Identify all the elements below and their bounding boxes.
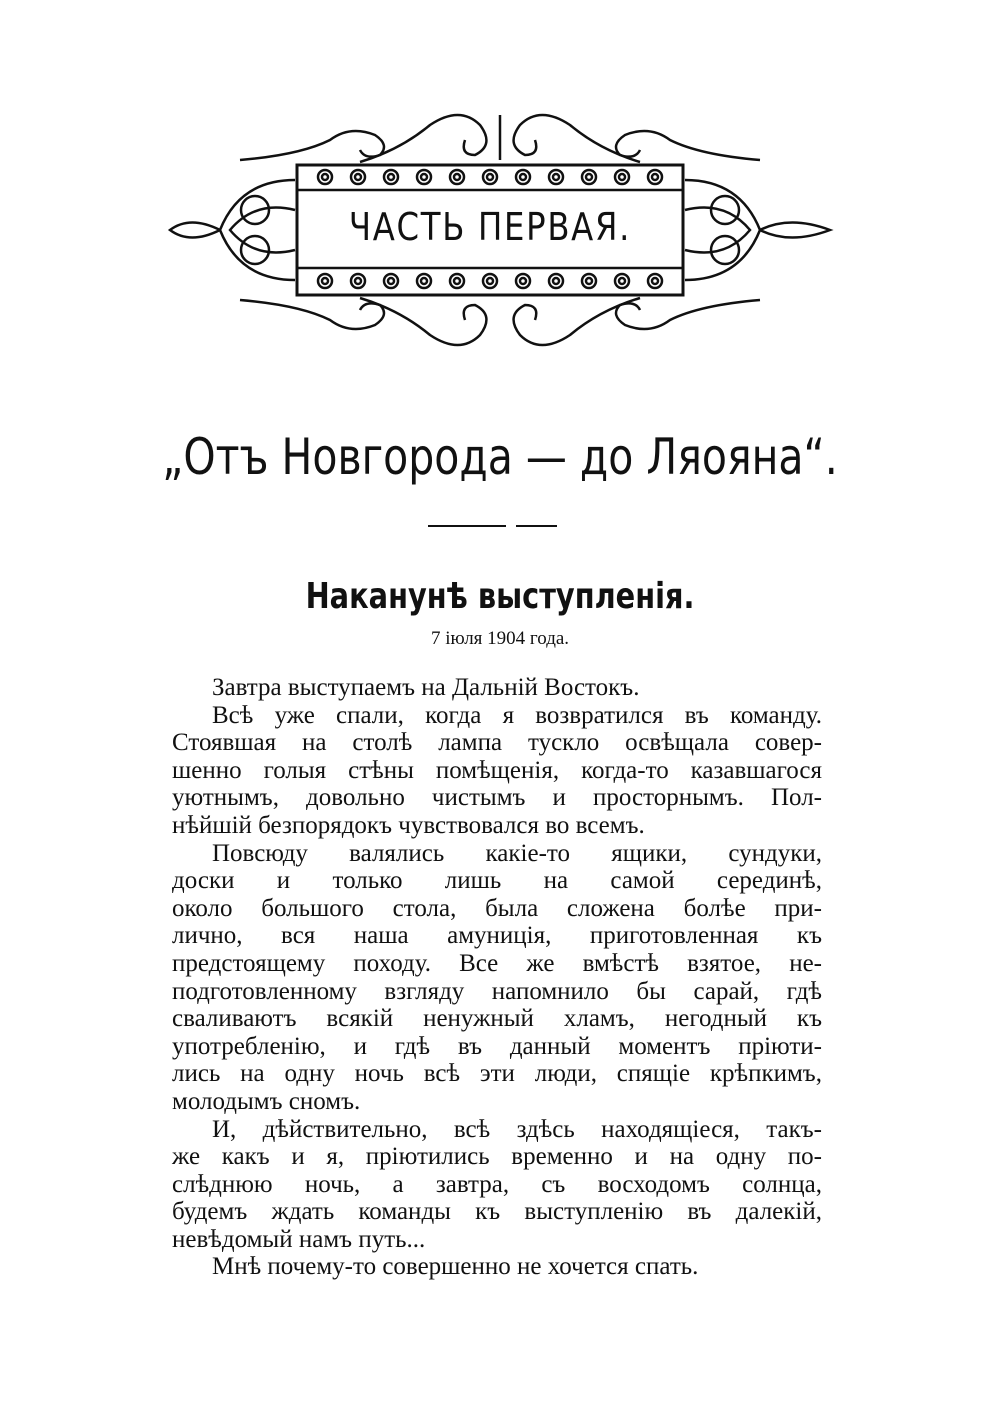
frame-dot-inner <box>553 278 559 284</box>
text-line: лично, вся наша амуниція, приготовленная къ <box>172 922 822 950</box>
text-line: шенно голыя стѣны помѣщенія, когда-то казавшагося <box>172 756 822 784</box>
text-line: Стоявшая на столѣ лампа тускло освѣщала совер- <box>172 729 822 757</box>
frame-dot <box>417 170 431 184</box>
frame-dot <box>648 274 662 288</box>
text-line: Повсюду валялись какіе-то ящики, сундуки, <box>212 839 822 867</box>
text-line: И, дѣйствительно, всѣ здѣсь находящіеся, такъ- <box>212 1115 822 1143</box>
frame-dot <box>549 274 563 288</box>
frame-dot <box>318 170 332 184</box>
frame-dot-inner <box>586 174 592 180</box>
frame-dot-inner <box>520 174 526 180</box>
frame-dot-inner <box>619 174 625 180</box>
frame-dot-inner <box>487 174 493 180</box>
text-line: Завтра выступаемъ на Дальній Востокъ. <box>212 674 640 701</box>
frame-dot <box>582 170 596 184</box>
text-line: употребленію, и гдѣ въ данный моментъ пріюти- <box>172 1032 822 1060</box>
text-line: будемъ ждать команды къ выступленію въ далекій, <box>172 1198 822 1226</box>
text-line: около большого стола, была сложена болѣе при- <box>172 894 822 922</box>
frame-dot-inner <box>652 278 658 284</box>
text-line: подготовленному взгляду напомнило бы сарай, гдѣ <box>172 977 822 1005</box>
section-title: Наканунѣ выступленія. <box>305 576 695 617</box>
frame-dot-inner <box>553 174 559 180</box>
text-line: предстоящему походу. Все же вмѣстѣ взятое, не- <box>172 949 822 977</box>
frame-dot <box>582 274 596 288</box>
frame-dot-inner <box>454 174 460 180</box>
frame-dot-inner <box>454 278 460 284</box>
frame-dot <box>450 274 464 288</box>
text-line: нѣйшій безпорядокъ чувствовался во всемъ. <box>172 811 645 839</box>
frame-dot-inner <box>487 278 493 284</box>
frame-dot <box>648 170 662 184</box>
text-line: невѣдомый намъ путь... <box>172 1225 426 1253</box>
frame-dot-inner <box>322 174 328 180</box>
frame-dot <box>351 274 365 288</box>
text-line: слѣднюю ночь, а завтра, съ восходомъ солнца, <box>172 1170 822 1198</box>
text-line: же какъ и я, пріютились временно и на одну по- <box>172 1143 822 1171</box>
part-title: ЧАСТЬ ПЕРВАЯ. <box>348 205 632 249</box>
chapter-title: „Отъ Новгорода — до Ляояна“. <box>162 428 838 486</box>
frame-dot <box>615 274 629 288</box>
frame-dot <box>417 274 431 288</box>
text-line: молодымъ сномъ. <box>172 1087 361 1115</box>
frame-dot-inner <box>520 278 526 284</box>
body-text <box>172 674 822 1281</box>
text-line: сваливаютъ всякій ненужный хламъ, негодный къ <box>172 1005 822 1033</box>
frame-dot <box>516 274 530 288</box>
frame-dot-inner <box>388 278 394 284</box>
text-line: Мнѣ почему-то совершенно не хочется спать. <box>212 1253 699 1281</box>
frame-dot <box>318 274 332 288</box>
section-date: 7 іюля 1904 года. <box>430 628 570 649</box>
frame-dot-inner <box>586 278 592 284</box>
text-line: лись на одну ночь всѣ эти люди, спящіе крѣпкимъ, <box>172 1060 822 1088</box>
frame-dot <box>384 274 398 288</box>
frame-dot <box>483 170 497 184</box>
frame-dot <box>450 170 464 184</box>
text-line: доски и только лишь на самой серединѣ, <box>172 867 822 895</box>
frame-dot-inner <box>421 174 427 180</box>
frame-dot-inner <box>421 278 427 284</box>
frame-dot-inner <box>388 174 394 180</box>
text-line: Всѣ уже спали, когда я возвратился въ команду. <box>212 701 822 729</box>
frame-dot-inner <box>355 278 361 284</box>
divider <box>428 525 506 527</box>
frame-dot <box>516 170 530 184</box>
frame-dot-inner <box>652 174 658 180</box>
frame-dot <box>483 274 497 288</box>
frame-dot-inner <box>619 278 625 284</box>
frame-dot <box>351 170 365 184</box>
frame-dot-inner <box>355 174 361 180</box>
frame-dot-inner <box>322 278 328 284</box>
frame-dot <box>384 170 398 184</box>
frame-dot <box>615 170 629 184</box>
text-line: уютнымъ, довольно чистымъ и просторнымъ. Пол- <box>172 784 822 812</box>
divider <box>516 525 557 527</box>
frame-dot <box>549 170 563 184</box>
